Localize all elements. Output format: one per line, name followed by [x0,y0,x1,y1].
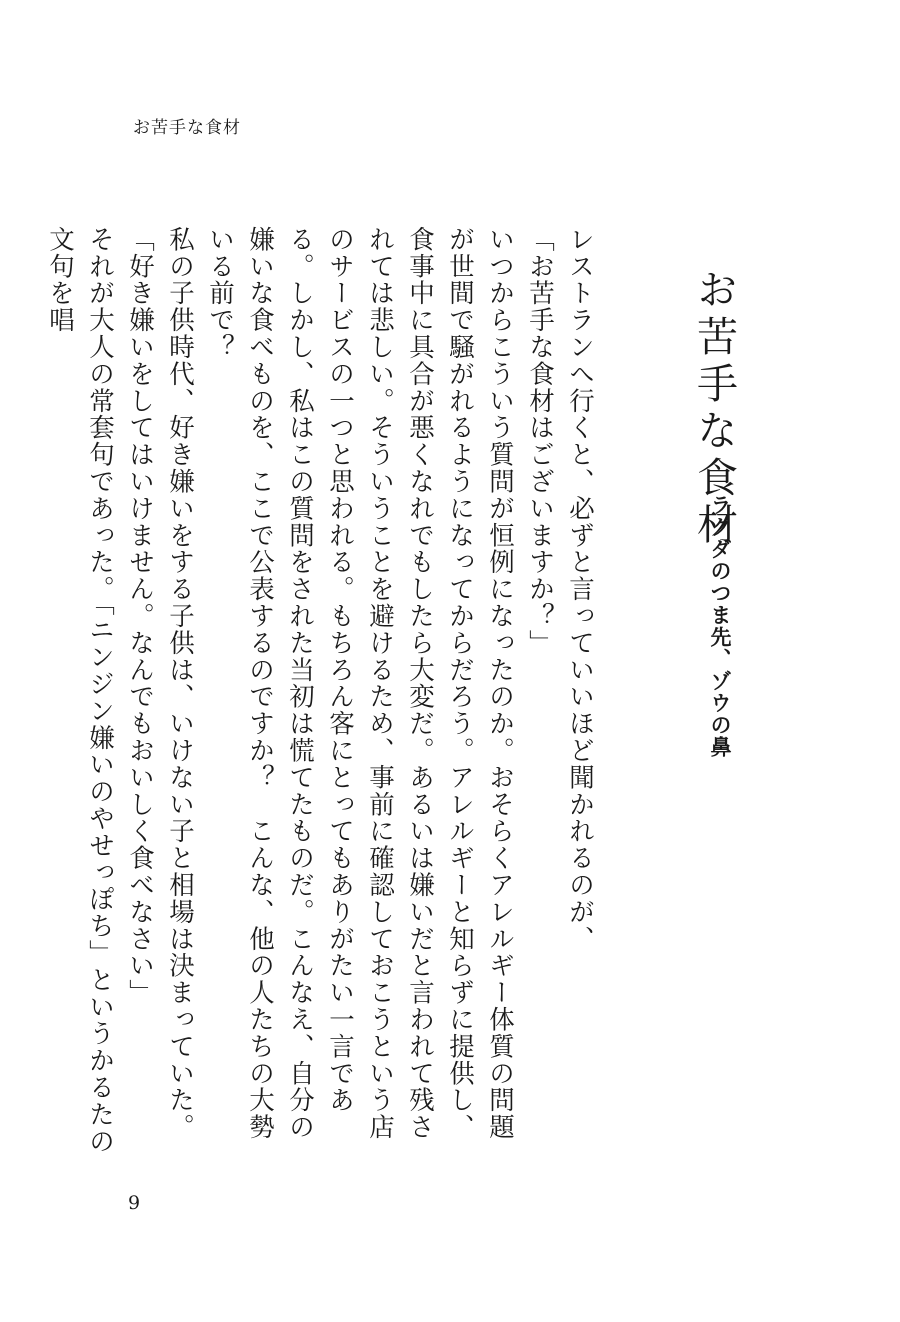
paragraph-childhood: 私の子供時代、好き嫌いをする子供は、いけない子と相場は決まっていた。 [165,226,195,1141]
running-header: お苦手な食材 [133,118,241,138]
chapter-subtitle: ラクダのつま先、ゾウの鼻 [708,494,732,758]
paragraph-quote: 「好き嫌いをしてはいけません。なんでもおいしく食べなさい」 [125,226,155,1007]
chapter-title: お苦手な食材 [690,268,738,550]
body-text [45,226,600,1166]
page-number: 9 [128,1192,141,1214]
paragraph-intro: レストランへ行くと、必ずと言っていいほど聞かれるのが、 [565,226,595,953]
paragraph-question: 「お苦手な食材はございますか？」 [525,226,555,657]
paragraph-saying: それが大人の常套句であった。「ニンジン嫌いのやせっぽち」というかるたの文句を唱 [45,226,115,1155]
paragraph-discussion: いつからこういう質問が恒例になったのか。おそらくアレルギー体質の問題が世間で騒がれるようになってからだろう。アレルギーと知らずに提供し、食事中に具合が悪くなれでもしたら大変だ。あるいは嫌いだと言われて残されては悲しい。そういうことを避けるため、事前に確認しておこうという店のサービスの一つと思われる。もちろん客にとってもありがたい一言である。しかし、私はこの質問をされた当初は慌てたものだ。こんなえ、自分の嫌いな食べものを、ここで公表するのですか？ こんな、他の人たちの大勢いる前で？ [205,226,515,1141]
